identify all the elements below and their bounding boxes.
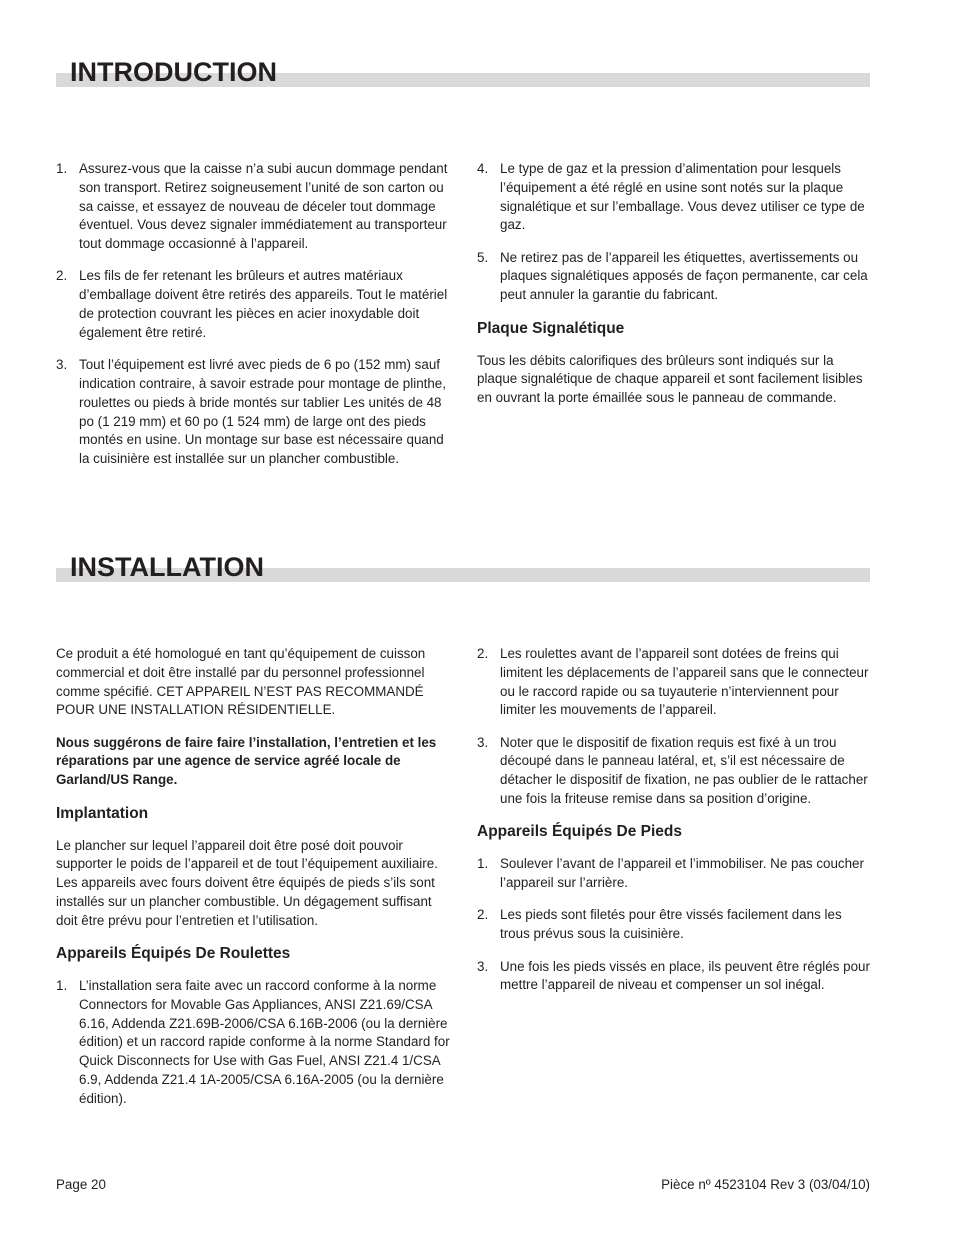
item-text: Une fois les pieds vissés en place, ils peuvent être réglés pour mettre l’appareil de niveau et compenser un sol inégal. [500, 958, 870, 993]
page-number: Page 20 [56, 1177, 106, 1192]
item-text: Les pieds sont filetés pour être vissés facilement dans les trous prévus sous la cuisinière. [500, 907, 842, 942]
item-text: Assurez-vous que la caisse n’a subi aucun dommage pendant son transport. Retirez soigneusement l’unité de son carton ou sa caisse, et essayez de nouveau de déceler tout dommage éventuel. Vous devez signaler immédiatement au transporteur tout dommage occasionné à l’appareil. [79, 161, 448, 252]
item-number: 1. [477, 856, 489, 872]
roulettes-heading: Appareils Équipés De Roulettes [56, 945, 291, 963]
item-text: Tout l’équipement est livré avec pieds de 6 po (152 mm) sauf indication contraire, à savoir estrade pour montage de plinthe, roulettes ou pieds à bride montés sur tablier Les unités de 48 po (1 219 mm) et 60 po (1 524 mm) de large ont des pieds montés en usine. Un montage sur base est nécessaire quand la cuisinière est installée sur un plancher combustible. [79, 357, 446, 467]
item-number: 2. [56, 268, 68, 284]
installation-header [56, 542, 870, 582]
install-recommendation: Nous suggérons de faire faire l’installation, l’entretien et les réparations par une agence de service agréé locale de Garland/US Range. [56, 734, 437, 788]
item-number: 5. [477, 249, 489, 265]
list-item [56, 267, 451, 342]
item-text: Ne retirez pas de l’appareil les étiquettes, avertissements ou plaques signalétiques apposés de façon permanente, car cela peut annuler la garantie du fabricant. [500, 249, 868, 303]
intro-list-left [56, 160, 451, 469]
list-item [56, 977, 451, 1109]
list-item [477, 645, 872, 720]
introduction-header [56, 47, 870, 87]
intro-right-column [477, 160, 872, 421]
pieds-list [477, 855, 872, 995]
list-item [477, 734, 872, 809]
item-number: 2. [477, 907, 489, 923]
item-number: 4. [477, 161, 489, 176]
item-number: 1. [56, 161, 68, 176]
introduction-title: INTRODUCTION [70, 57, 277, 87]
list-item [477, 160, 872, 235]
list-item [56, 160, 451, 254]
plaque-heading: Plaque Signalétique [477, 319, 625, 337]
item-text: Le type de gaz et la pression d’alimentation pour lesquels l’équipement a été réglé en usine sont notés sur la plaque signalétique et sur l’emballage. Vous devez utiliser ce type de gaz. [500, 161, 865, 233]
part-number: Pièce nº 4523104 Rev 3 (03/04/10) [661, 1177, 870, 1192]
install-right-column [477, 645, 872, 1009]
item-number: 3. [477, 958, 489, 974]
item-text: L’installation sera faite avec un raccord conforme à la norme Connectors for Movable Gas Appliances, ANSI Z21.69/CSA 6.16, Addenda Z21.69B-2006/CSA 6.16B-2006 (ou la dernière édition) et un raccord rapide conforme à la norme Standard for Quick Disconnects for Use with Gas Fuel, ANSI Z21.4 1/CSA 6.9, Addenda Z21.4 1A-2005/CSA 6.16A-2005 (ou la dernière édition). [79, 978, 450, 1106]
item-text: Soulever l’avant de l’appareil et l’immobiliser. Ne pas coucher l’appareil sur l’arrière. [500, 856, 864, 891]
implantation-heading: Implantation [56, 804, 149, 822]
installation-title: INSTALLATION [70, 552, 264, 582]
install-left-column [56, 645, 451, 1122]
item-number: 2. [477, 646, 489, 661]
item-number: 3. [56, 357, 68, 373]
plaque-text: Tous les débits calorifiques des brûleurs sont indiqués sur la plaque signalétique de chaque appareil et sont facilement lisibles en ouvrant la porte émaillée sous le panneau de commande. [477, 352, 863, 406]
intro-left-column [56, 160, 451, 482]
install-intro-text: Ce produit a été homologué en tant qu’équipement de cuisson commercial et doit être installé par du personnel professionnel comme spécifié. CET APPAREIL N’EST PAS RECOMMANDÉ POUR UNE INSTALLATION RÉSIDENTIELLE. [56, 646, 426, 718]
pieds-heading: Appareils Équipés De Pieds [477, 823, 683, 841]
item-text: Noter que le dispositif de fixation requis est fixé à un trou découpé dans le panneau latéral, et, s’il est nécessaire de détacher le dispositif de fixation, ne pas oublier de le rattacher une fois la friteuse remise dans sa position d’origine. [500, 734, 868, 807]
item-number: 3. [477, 734, 489, 750]
item-number: 1. [56, 978, 68, 994]
roulettes-list-right [477, 645, 872, 809]
intro-list-right [477, 160, 872, 305]
implantation-text: Le plancher sur lequel l’appareil doit être posé doit pouvoir supporter le poids de l’appareil et de tout l’équipement auxiliaire. Les appareils avec fours doivent être équipés de pieds s’ils sont installés sur un plancher combustible. Un dégagement suffisant doit être prévu pour l’entretien et l’utilisation. [56, 837, 438, 928]
list-item [477, 855, 872, 893]
list-item [477, 906, 872, 944]
list-item [477, 958, 872, 996]
roulettes-list-left [56, 977, 451, 1109]
list-item [56, 356, 451, 469]
item-text: Les roulettes avant de l’appareil sont dotées de freins qui limitent les déplacements de l’appareil sans que le connecteur ou le raccord rapide ou sa tuyauterie n’interviennent pour limiter les mouvements de l’appareil. [500, 646, 869, 718]
item-text: Les fils de fer retenant les brûleurs et autres matériaux d’emballage doivent être retirés des appareils. Tout le matériel de protection couvrant les pièces en acier inoxydable doit également être retiré. [79, 268, 448, 340]
list-item [477, 249, 872, 305]
